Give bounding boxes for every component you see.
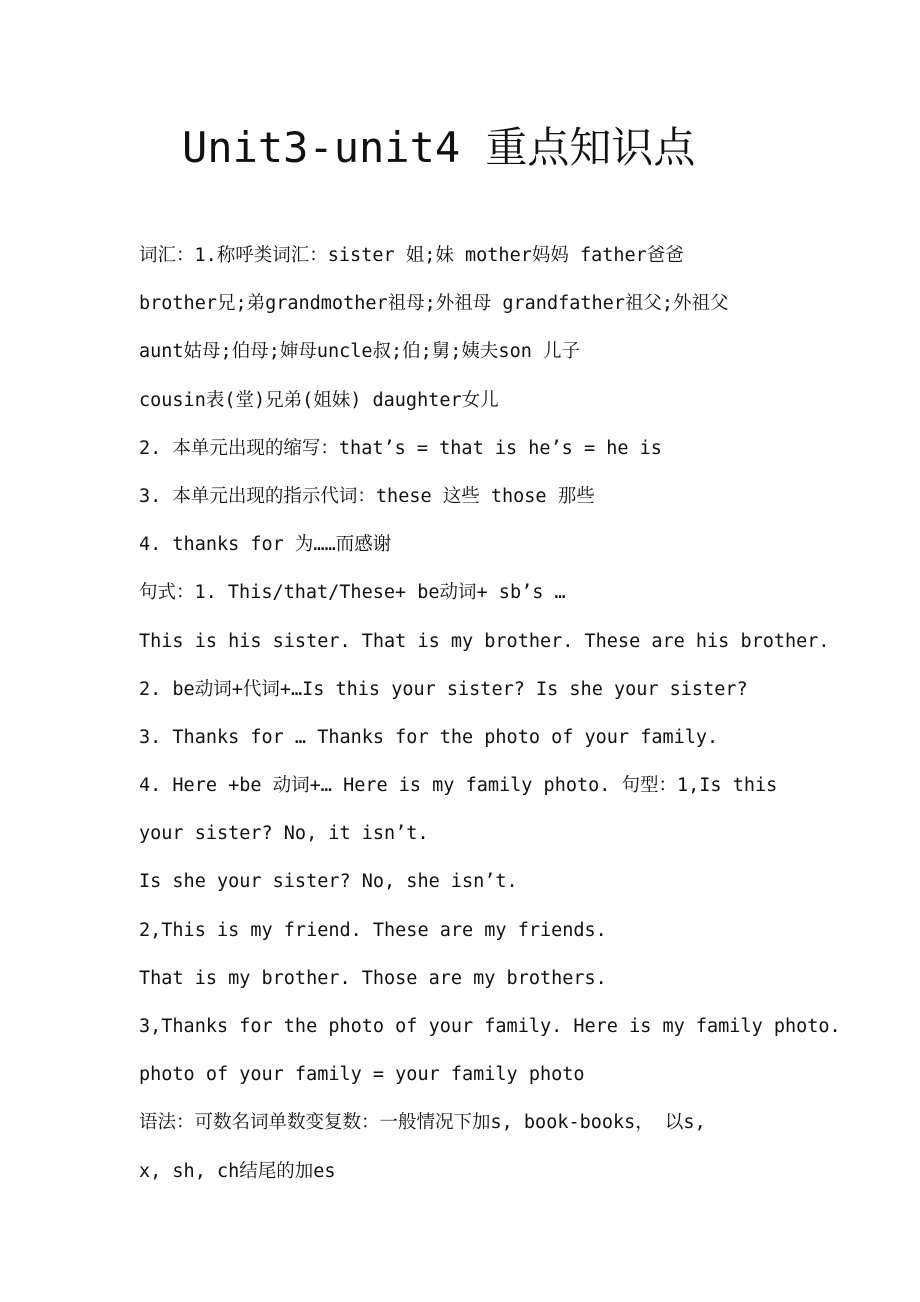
text-line: 词汇：1.称呼类词汇：sister 姐;妹 mother妈妈 father爸爸 (139, 245, 684, 266)
text-line: 3. Thanks for … Thanks for the photo of your family. (139, 726, 719, 748)
text-line: x, sh, ch结尾的加es (139, 1160, 336, 1182)
text-line: 3,Thanks for the photo of your family. Here is my family photo. (139, 1016, 841, 1037)
text-line: brother兄;弟grandmother祖母;外祖母 grandfather祖父;外祖父 (139, 293, 729, 315)
text-line: photo of your family = your family photo (139, 1064, 585, 1086)
text-line: aunt姑母;伯母;婶母uncle叔;伯;舅;姨夫son 儿子 (139, 341, 580, 363)
text-line: 语法：可数名词单数变复数：一般情况下加s, book-books， 以s, (139, 1112, 706, 1134)
text-line: This is his sister. That is my brother. These are his brother. (139, 630, 830, 652)
document-body (139, 232, 841, 1196)
text-line: 3. 本单元出现的指示代词：these 这些 those 那些 (139, 485, 595, 507)
text-line: 4. thanks for 为……而感谢 (139, 534, 392, 556)
text-line: 2,This is my friend. These are my friends. (139, 919, 607, 941)
text-line: 2. be动词+代词+…Is this your sister? Is she your sister? (139, 678, 748, 700)
page-title: Unit3-unit4 重点知识点 (182, 123, 696, 172)
text-line: 句式：1. This/that/These+ be动词+ sb’s … (139, 582, 566, 604)
text-line: 2. 本单元出现的缩写：that’s = that is he’s = he is (139, 437, 662, 459)
text-line: your sister? No, it isn’t. (139, 823, 429, 845)
text-line: That is my brother. Those are my brothers. (139, 967, 607, 989)
text-line: Is she your sister? No, she isn’t. (139, 871, 518, 893)
text-line: cousin表(堂)兄弟(姐妹) daughter女儿 (139, 389, 499, 411)
text-line: 4. Here +be 动词+… Here is my family photo. 句型：1,Is this (139, 775, 778, 797)
